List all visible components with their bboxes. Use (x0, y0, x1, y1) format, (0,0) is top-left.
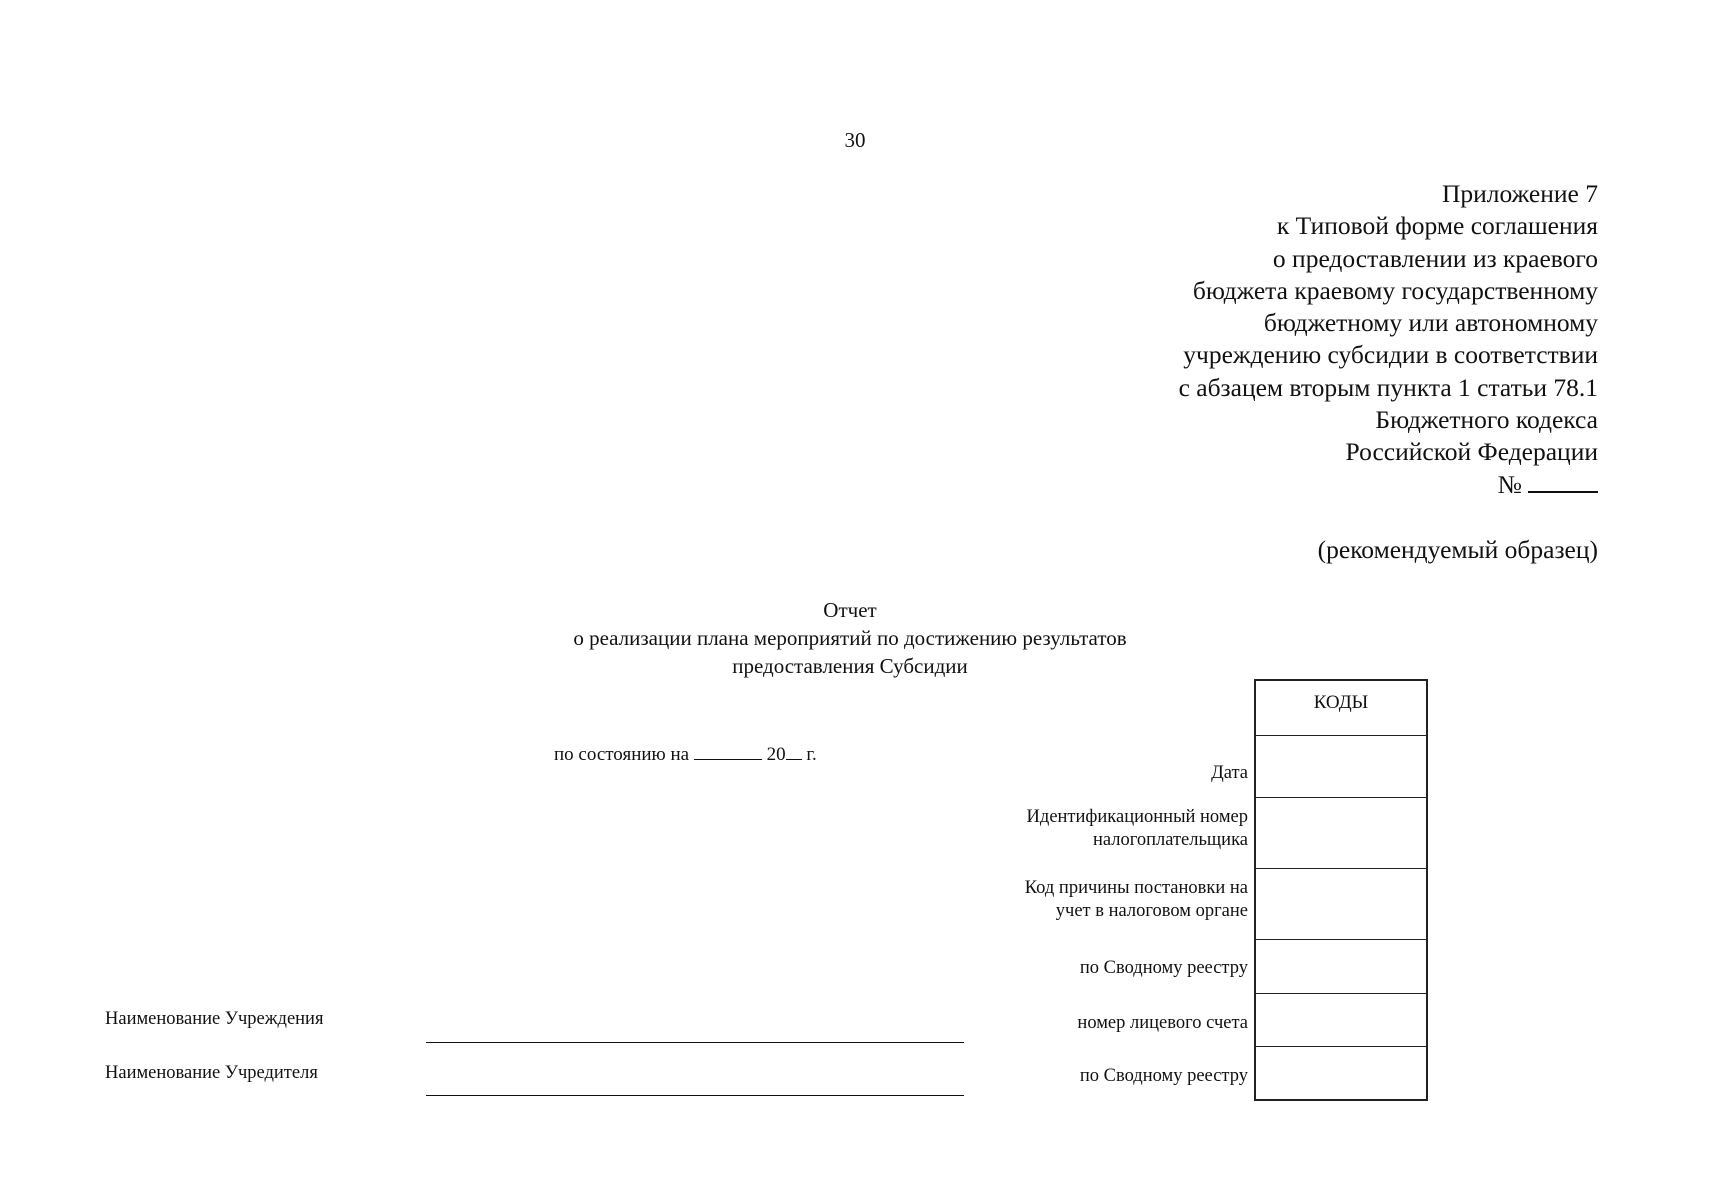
recommended-sample-note: (рекомендуемый образец) (1317, 535, 1598, 564)
row-label-line: номер лицевого счета (1077, 1013, 1248, 1033)
appendix-line: о предоставлении из краевого (1272, 243, 1598, 273)
institution-label: Наименование Учреждения (105, 1009, 324, 1029)
year-blank[interactable] (786, 743, 802, 760)
row-label-consolidated-register-2 (1080, 1065, 1248, 1088)
appendix-line: учреждению субсидии в соответствии (1183, 340, 1598, 370)
row-label-personal-account (1077, 1012, 1248, 1035)
row-label-date (1211, 762, 1248, 785)
codes-header: КОДЫ (1313, 692, 1369, 713)
appendix-line: Бюджетного кодекса (1375, 405, 1598, 435)
number-sign: № (1497, 469, 1522, 499)
year-prefix: 20 (766, 744, 786, 765)
agreement-number (1038, 469, 1598, 501)
appendix-line: к Типовой форме соглашения (1276, 211, 1598, 241)
code-cell-date[interactable] (1256, 735, 1426, 797)
row-label-line: Идентификационный номер (1026, 807, 1248, 827)
appendix-header (1038, 178, 1598, 501)
code-cell-consolidated-register[interactable] (1256, 939, 1426, 993)
year-suffix: г. (806, 744, 817, 765)
codes-table (1254, 679, 1428, 1101)
report-title (500, 596, 1200, 680)
agreement-number-blank[interactable] (1528, 469, 1598, 493)
row-label-line: налогоплательщика (1092, 830, 1248, 850)
row-label-line: Код причины постановки на (1024, 878, 1248, 898)
row-label-consolidated-register (1080, 957, 1248, 980)
appendix-line: Российской Федерации (1345, 437, 1598, 467)
row-label-line: по Сводному реестру (1079, 1066, 1248, 1086)
code-cell-personal-account[interactable] (1256, 993, 1426, 1046)
institution-name-field[interactable] (426, 1042, 964, 1043)
appendix-line: бюджета краевому государственному (1192, 275, 1598, 305)
date-blank[interactable] (694, 743, 762, 760)
founder-label: Наименование Учредителя (105, 1063, 318, 1083)
founder-name-field[interactable] (426, 1095, 964, 1096)
appendix-line: с абзацем вторым пункта 1 статьи 78.1 (1178, 372, 1598, 402)
appendix-line: Приложение 7 (1442, 179, 1598, 208)
as-of-date-line (554, 743, 817, 766)
row-label-line: по Сводному реестру (1079, 958, 1248, 978)
as-of-label: по состоянию на (554, 744, 690, 765)
row-label-line: Дата (1211, 763, 1248, 783)
row-label-kpp (1025, 877, 1248, 923)
code-cell-inn[interactable] (1256, 797, 1426, 868)
row-label-inn (1027, 806, 1248, 852)
page-number: 30 (844, 128, 866, 152)
row-label-line: учет в налоговом органе (1055, 901, 1248, 921)
report-title-line: Отчет (823, 598, 877, 622)
report-title-line: предоставления Субсидии (732, 654, 968, 678)
report-title-line: о реализации плана мероприятий по достижению результатов (573, 626, 1127, 650)
code-cell-consolidated-register-2[interactable] (1256, 1046, 1426, 1099)
code-cell-kpp[interactable] (1256, 868, 1426, 939)
appendix-line: бюджетному или автономному (1263, 308, 1598, 338)
